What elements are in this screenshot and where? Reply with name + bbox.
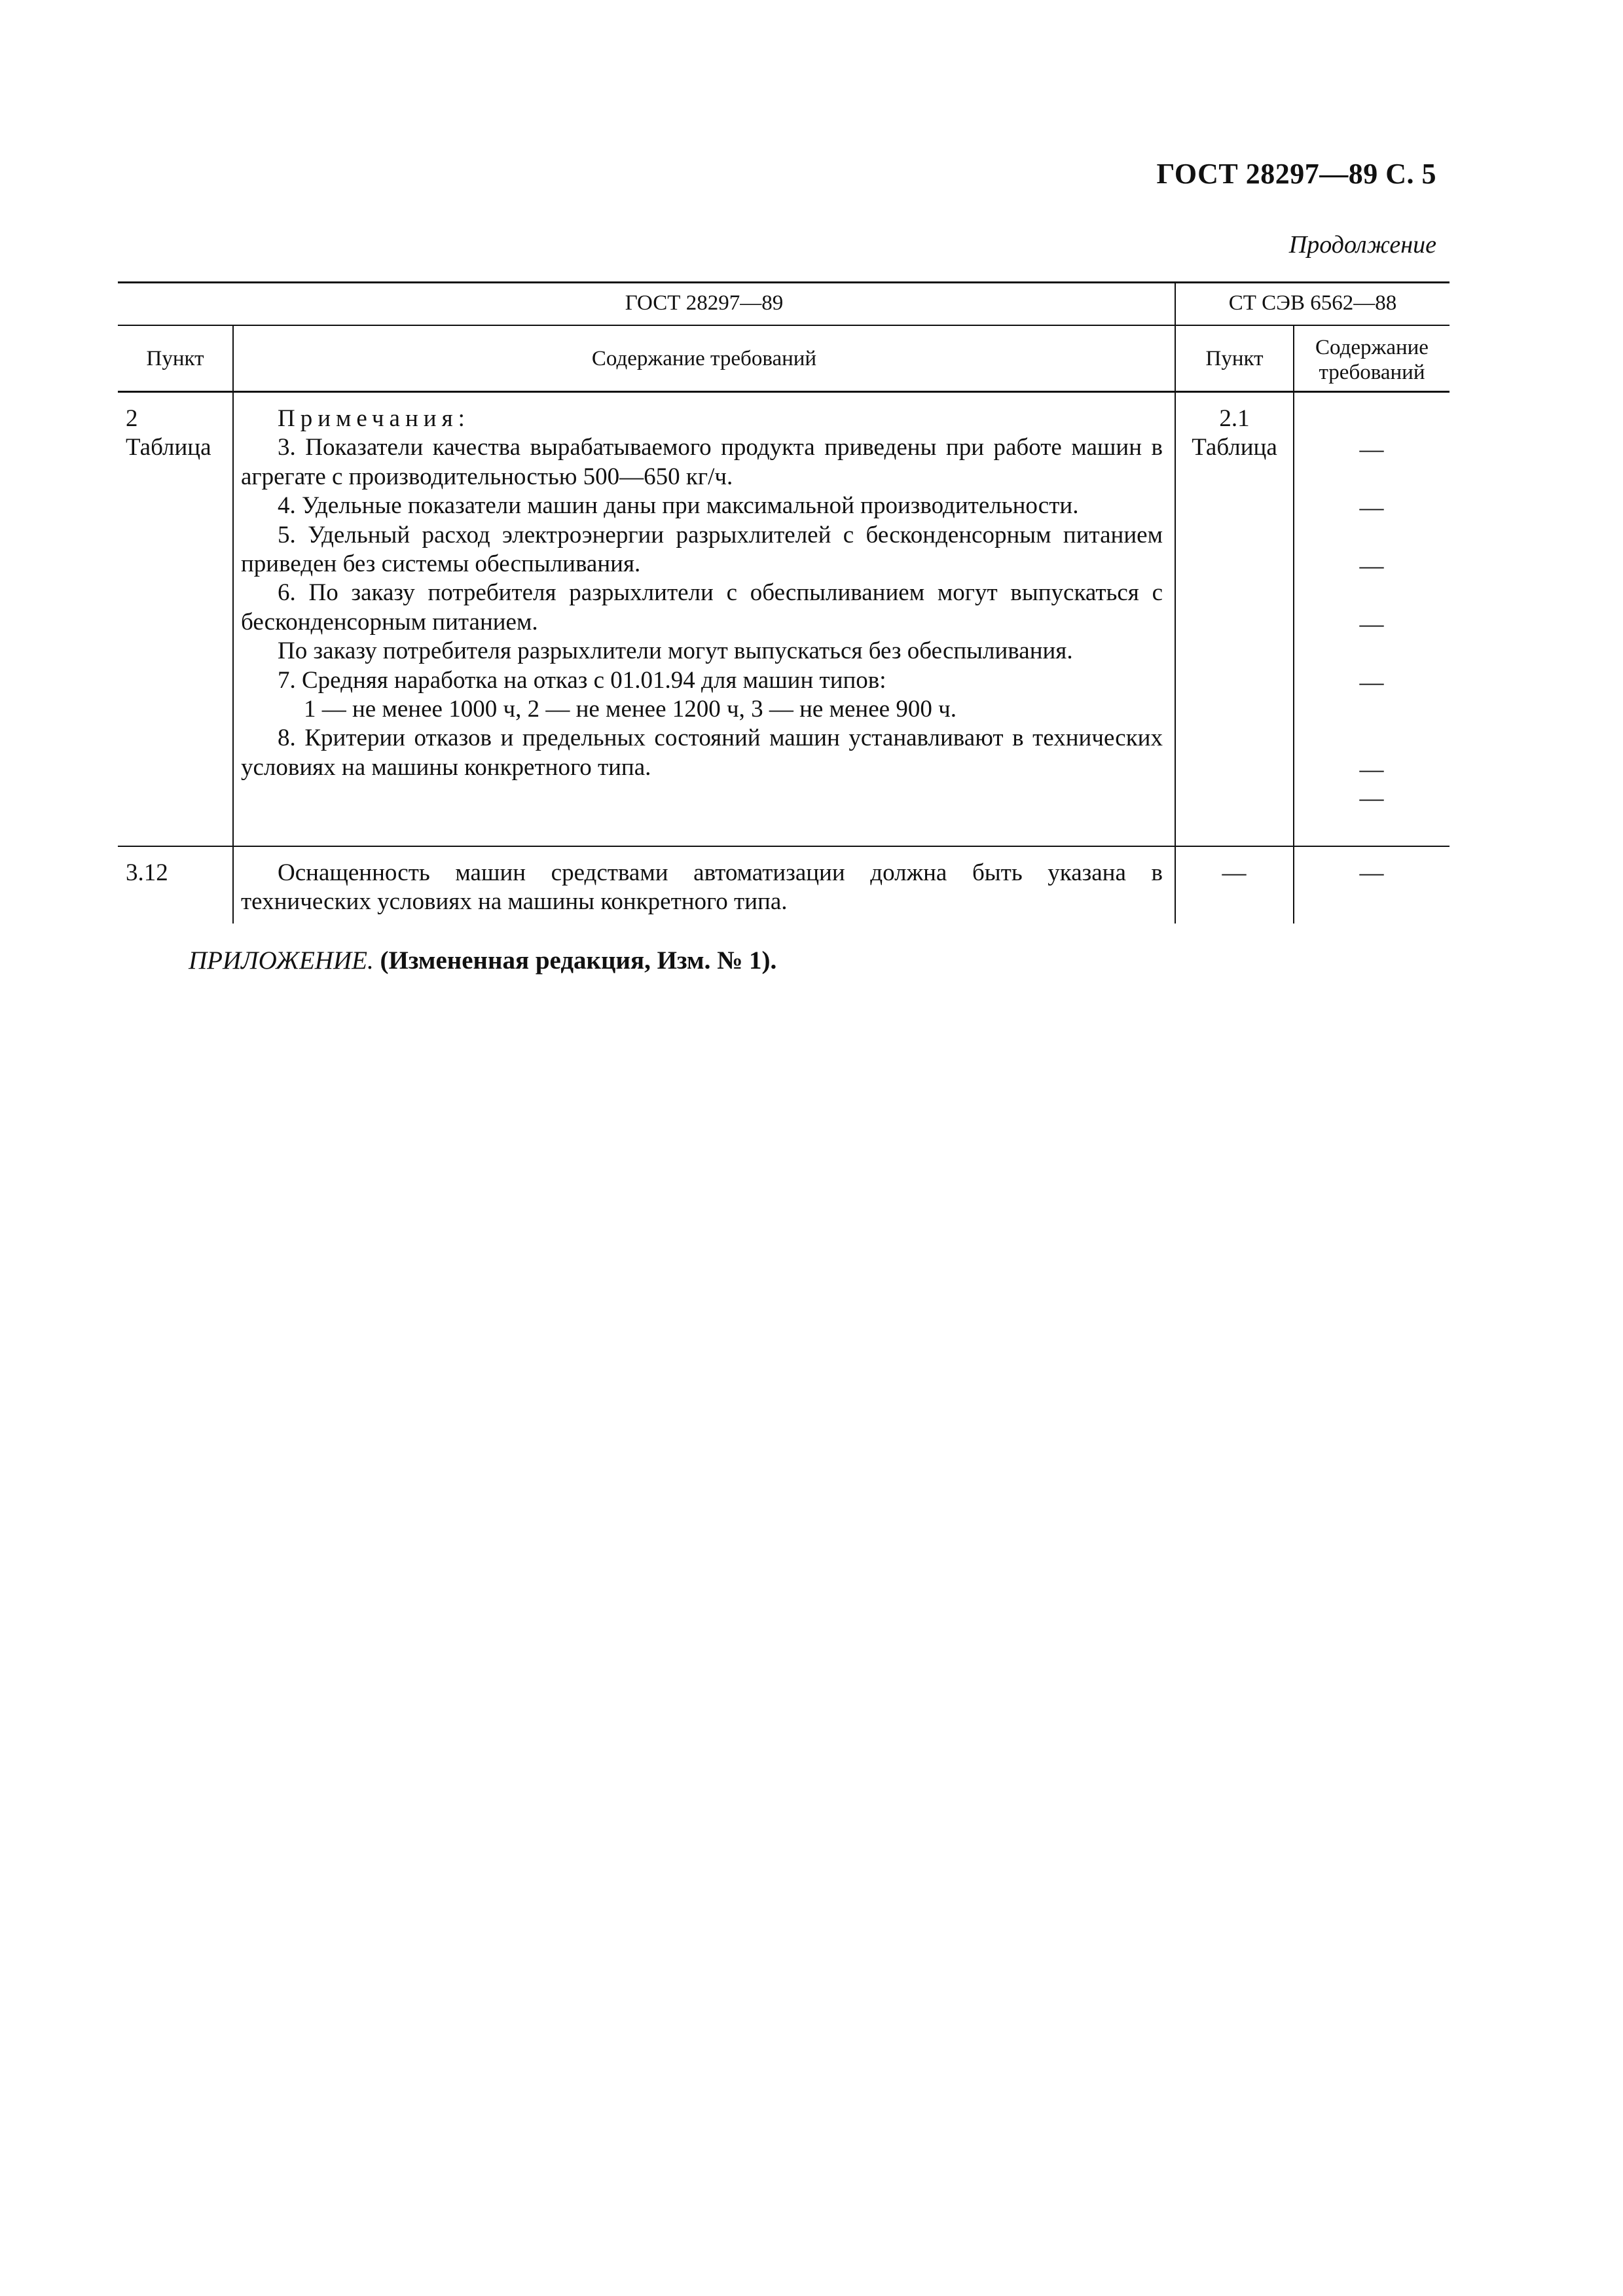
note-6: 6. По заказу потребителя разрыхлители с обеспыливанием могут выпускаться с бесконденсорным питанием. xyxy=(241,579,1163,636)
note-5: 5. Удельный расход электроэнергии разрыхлителей с бесконденсорным питанием приведен без системы обеспыливания. xyxy=(241,521,1163,578)
notes-heading: Примечания: xyxy=(278,405,470,432)
row2-right-point: — xyxy=(1222,859,1247,886)
dash-note-4: — xyxy=(1359,494,1384,521)
dash-note-6: — xyxy=(1359,611,1384,637)
appendix-label: ПРИЛОЖЕНИЕ. xyxy=(189,946,374,975)
note-3: 3. Показатели качества вырабатываемого продукта приведены при работе машин в агрегате с производительностью 500—650 кг/ч. xyxy=(241,434,1163,490)
row1-point: 2 Таблица xyxy=(126,405,211,461)
group-header-st-sev: СТ СЭВ 6562—88 xyxy=(1228,291,1397,315)
row2-point: 3.12 xyxy=(126,859,168,886)
row2-content: Оснащенность машин средствами автоматизации должна быть указана в технических условиях на машины конкретного типа. xyxy=(241,859,1163,916)
row1-notes xyxy=(241,404,1163,782)
group-header-gost: ГОСТ 28297—89 xyxy=(625,291,784,315)
appendix-revision: (Измененная редакция, Изм. № 1). xyxy=(380,946,777,975)
note-7-values: 1 — не менее 1000 ч, 2 — не менее 1200 ч, 3 — не менее 900 ч. xyxy=(304,696,957,723)
dash-note-5: — xyxy=(1359,552,1384,579)
note-8: 8. Критерии отказов и предельных состояний машин устанавливают в технических условиях на машины конкретного типа. xyxy=(241,725,1163,781)
dash-note-7: — xyxy=(1359,756,1384,783)
column-header-content-right: Содержание требований xyxy=(1315,336,1429,384)
column-header-point-right: Пункт xyxy=(1205,347,1264,370)
dash-note-6-extra: — xyxy=(1359,669,1384,696)
dash-note-8: — xyxy=(1359,785,1384,812)
page-header-code: ГОСТ 28297—89 С. 5 xyxy=(1156,158,1436,190)
row1-right-point: 2.1 Таблица xyxy=(1192,405,1277,461)
column-header-content: Содержание требований xyxy=(591,347,817,370)
appendix-note xyxy=(189,946,776,975)
note-7: 7. Средняя наработка на отказ с 01.01.94 для машин типов: xyxy=(278,666,886,694)
column-header-point: Пункт xyxy=(146,347,204,370)
note-6-extra: По заказу потребителя разрыхлители могут выпускаться без обеспыливания. xyxy=(278,637,1073,665)
continuation-label: Продолжение xyxy=(1288,231,1436,259)
row2-right-content: — xyxy=(1359,859,1384,886)
note-4: 4. Удельные показатели машин даны при максимальной производительности. xyxy=(278,492,1079,520)
dash-note-3: — xyxy=(1359,436,1384,463)
